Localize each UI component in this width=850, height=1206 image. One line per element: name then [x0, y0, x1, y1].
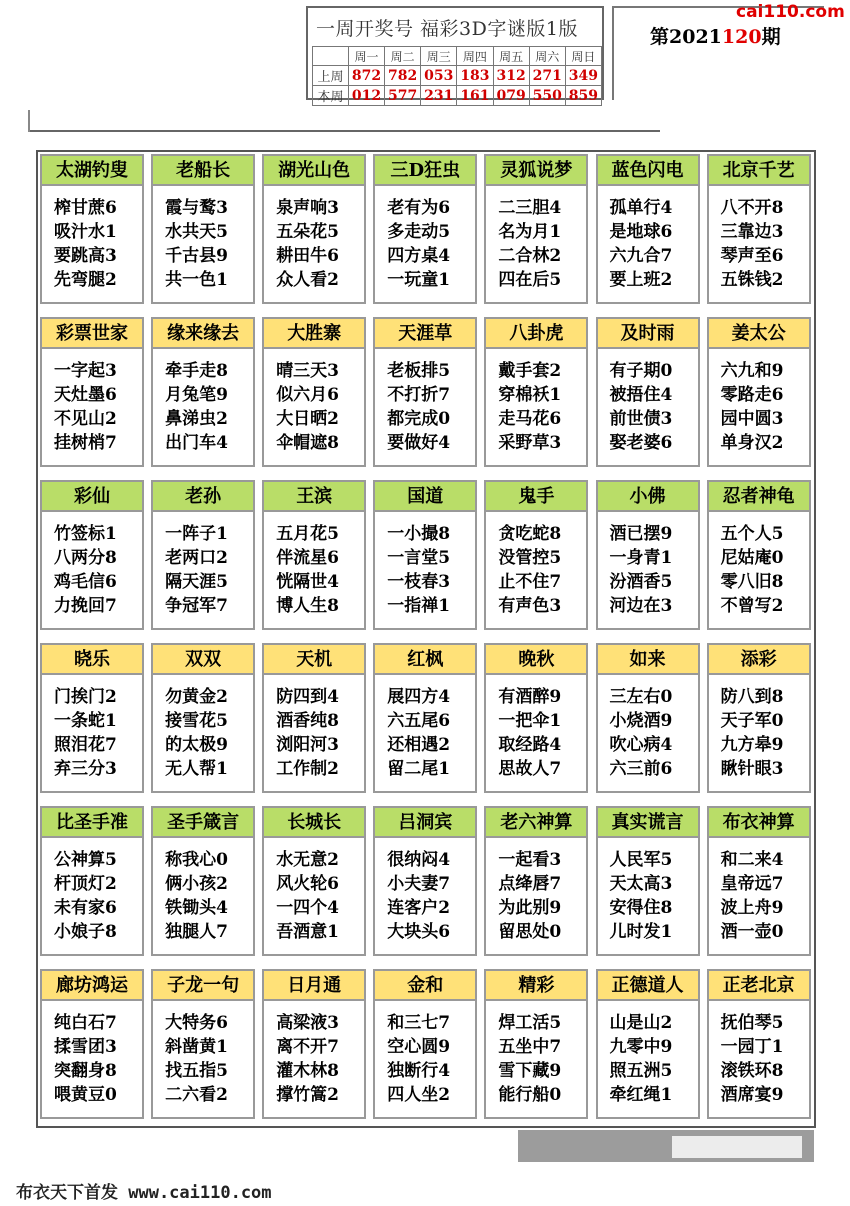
riddle-line: 斜凿黄1 — [165, 1037, 228, 1057]
issue-suffix: 期 — [761, 26, 781, 48]
riddle-line: 榨甘蔗6 — [54, 198, 117, 218]
riddle-line: 老两口2 — [165, 548, 228, 568]
riddle-line: 挂树梢7 — [54, 433, 117, 453]
riddle-line: 二三胆4 — [498, 198, 562, 218]
riddle-line: 留思处0 — [498, 922, 562, 942]
riddle-line: 还相遇2 — [387, 735, 451, 755]
issue-prefix: 第2021 — [650, 26, 722, 48]
riddle-line: 大块头6 — [387, 922, 451, 942]
riddle-line: 河边在3 — [609, 596, 673, 616]
riddle-line: 照五洲5 — [609, 1061, 673, 1081]
riddle-line: 走马花6 — [498, 409, 562, 429]
riddle-line: 大日晒2 — [276, 409, 340, 429]
draw-table — [312, 46, 602, 106]
riddle-line: 门挨门2 — [54, 687, 117, 707]
draw-number: 183 — [457, 66, 493, 86]
cell-title: 日月通 — [264, 971, 364, 1001]
riddle-line: 五个人5 — [720, 524, 784, 544]
cell-title: 老船长 — [153, 156, 253, 186]
riddle-line: 不见山2 — [54, 409, 117, 429]
riddle-line: 八不开8 — [720, 198, 784, 218]
cell-title: 双双 — [153, 645, 253, 675]
riddle-line: 没管控5 — [498, 548, 562, 568]
riddle-line: 多走动5 — [387, 222, 451, 242]
riddle-line: 汾酒香5 — [609, 572, 673, 592]
riddle-line: 小娘子8 — [54, 922, 117, 942]
riddle-line: 伞帽遮8 — [276, 433, 340, 453]
bottom-shade-inner — [672, 1136, 802, 1158]
draw-number: 161 — [457, 86, 493, 106]
riddle-line: 五朵花5 — [276, 222, 340, 242]
riddle-line: 贪吃蛇8 — [498, 524, 562, 544]
riddle-line: 泉声响3 — [276, 198, 340, 218]
riddle-line: 六九合7 — [609, 246, 673, 266]
riddle-cell — [262, 317, 366, 467]
riddle-line: 不打折7 — [387, 385, 451, 405]
riddle-line: 老有为6 — [387, 198, 451, 218]
riddle-line: 穿棉袄1 — [498, 385, 562, 405]
riddle-line: 杆顶灯2 — [54, 874, 117, 894]
riddle-line: 众人看2 — [276, 270, 340, 290]
cell-title: 湖光山色 — [264, 156, 364, 186]
riddle-line: 大特务6 — [165, 1013, 228, 1033]
draw-number: 577 — [385, 86, 421, 106]
riddle-line: 六五尾6 — [387, 711, 451, 731]
riddle-line: 博人生8 — [276, 596, 340, 616]
riddle-cell — [596, 643, 700, 793]
riddle-line: 瞅针眼3 — [720, 759, 784, 779]
riddle-line: 孤单行4 — [609, 198, 673, 218]
riddle-line: 是地球6 — [609, 222, 673, 242]
draw-number: 859 — [565, 86, 601, 106]
riddle-line: 酒香纯8 — [276, 711, 340, 731]
riddle-line: 空心圆9 — [387, 1037, 451, 1057]
draw-number: 550 — [529, 86, 565, 106]
riddle-line: 一指禅1 — [387, 596, 451, 616]
riddle-line: 零八旧8 — [720, 572, 784, 592]
riddle-line: 牵手走8 — [165, 361, 228, 381]
draw-number: 349 — [565, 66, 601, 86]
riddle-cell — [373, 806, 477, 956]
riddle-line: 皇帝远7 — [720, 874, 784, 894]
cell-title: 吕洞宾 — [375, 808, 475, 838]
riddle-line: 一字起3 — [54, 361, 117, 381]
riddle-line: 四人坐2 — [387, 1085, 451, 1105]
riddle-line: 安得住8 — [609, 898, 673, 918]
riddle-line: 要做好4 — [387, 433, 451, 453]
cell-title: 金和 — [375, 971, 475, 1001]
riddle-line: 未有家6 — [54, 898, 117, 918]
riddle-line: 伴流星6 — [276, 548, 340, 568]
riddle-cell — [151, 317, 255, 467]
riddle-line: 小烧酒9 — [609, 711, 673, 731]
riddle-cell — [262, 480, 366, 630]
riddle-line: 离不开7 — [276, 1037, 340, 1057]
riddle-line: 单身汉2 — [720, 433, 784, 453]
riddle-line: 一阵子1 — [165, 524, 228, 544]
riddle-line: 防八到8 — [720, 687, 784, 707]
cell-title: 比圣手准 — [42, 808, 142, 838]
riddle-line: 吸汁水1 — [54, 222, 117, 242]
riddle-line: 耕田牛6 — [276, 246, 340, 266]
riddle-line: 铁锄头4 — [165, 898, 228, 918]
riddle-line: 前世债3 — [609, 409, 673, 429]
cell-title: 及时雨 — [598, 319, 698, 349]
riddle-cell — [40, 806, 144, 956]
riddle-line: 被捂住4 — [609, 385, 673, 405]
cell-title: 长城长 — [264, 808, 364, 838]
riddle-line: 突翻身8 — [54, 1061, 117, 1081]
riddle-line: 吾酒意1 — [276, 922, 340, 942]
cell-title: 子龙一句 — [153, 971, 253, 1001]
riddle-line: 为此别9 — [498, 898, 562, 918]
day-header-row — [313, 47, 602, 66]
riddle-line: 思故人7 — [498, 759, 562, 779]
riddle-line: 雪下藏9 — [498, 1061, 562, 1081]
divider — [28, 110, 40, 132]
row-label: 本周 — [313, 86, 349, 106]
riddle-line: 九零中9 — [609, 1037, 673, 1057]
riddle-cell — [707, 643, 811, 793]
riddle-line: 找五指5 — [165, 1061, 228, 1081]
riddle-line: 独断行4 — [387, 1061, 451, 1081]
riddle-cell — [707, 806, 811, 956]
riddle-line: 照泪花7 — [54, 735, 117, 755]
cell-title: 姜太公 — [709, 319, 809, 349]
riddle-cell — [484, 154, 588, 304]
riddle-line: 喂黄豆0 — [54, 1085, 117, 1105]
riddle-line: 酒席宴9 — [720, 1085, 784, 1105]
issue-number — [650, 22, 781, 49]
riddle-line: 纯白石7 — [54, 1013, 117, 1033]
riddle-line: 一把伞1 — [498, 711, 562, 731]
cell-title: 蓝色闪电 — [598, 156, 698, 186]
riddle-cell — [373, 969, 477, 1119]
cell-title: 圣手箴言 — [153, 808, 253, 838]
riddle-line: 和二来4 — [720, 850, 784, 870]
riddle-line: 酒一壶0 — [720, 922, 784, 942]
riddle-line: 小夫妻7 — [387, 874, 451, 894]
riddle-line: 儿时发1 — [609, 922, 673, 942]
riddle-line: 名为月1 — [498, 222, 562, 242]
cell-title: 老六神算 — [486, 808, 586, 838]
riddle-cell — [151, 154, 255, 304]
riddle-line: 焊工活5 — [498, 1013, 562, 1033]
riddle-line: 水无意2 — [276, 850, 340, 870]
riddle-cell — [373, 317, 477, 467]
riddle-line: 高梁液3 — [276, 1013, 340, 1033]
riddle-line: 隔天涯5 — [165, 572, 228, 592]
day-label: 周三 — [421, 47, 457, 66]
riddle-cell — [151, 806, 255, 956]
riddle-line: 先弯腿2 — [54, 270, 117, 290]
riddle-line: 采野草3 — [498, 433, 562, 453]
riddle-line: 接雪花5 — [165, 711, 228, 731]
riddle-line: 鸡毛信6 — [54, 572, 117, 592]
day-label: 周日 — [565, 47, 601, 66]
cell-title: 老孙 — [153, 482, 253, 512]
riddle-cell — [40, 969, 144, 1119]
cell-title: 鬼手 — [486, 482, 586, 512]
riddle-line: 娶老婆6 — [609, 433, 673, 453]
draw-number: 271 — [529, 66, 565, 86]
riddle-cell — [262, 806, 366, 956]
cell-title: 添彩 — [709, 645, 809, 675]
riddle-line: 波上舟9 — [720, 898, 784, 918]
riddle-line: 晴三天3 — [276, 361, 340, 381]
riddle-cell — [151, 969, 255, 1119]
riddle-line: 勿黄金2 — [165, 687, 228, 707]
riddle-line: 一枝春3 — [387, 572, 451, 592]
cell-title: 廊坊鸿运 — [42, 971, 142, 1001]
riddle-cell — [484, 317, 588, 467]
cell-title: 真实谎言 — [598, 808, 698, 838]
riddle-line: 滚铁环8 — [720, 1061, 784, 1081]
riddle-line: 一园丁1 — [720, 1037, 784, 1057]
cell-title: 忍者神龟 — [709, 482, 809, 512]
riddle-cell — [40, 480, 144, 630]
riddle-line: 取经路4 — [498, 735, 562, 755]
riddle-line: 有酒醉9 — [498, 687, 562, 707]
riddle-line: 要上班2 — [609, 270, 673, 290]
riddle-cell — [596, 806, 700, 956]
riddle-line: 二六看2 — [165, 1085, 228, 1105]
riddle-line: 吹心病4 — [609, 735, 673, 755]
riddle-line: 揉雪团3 — [54, 1037, 117, 1057]
riddle-line: 五铢钱2 — [720, 270, 784, 290]
riddle-cell — [596, 969, 700, 1119]
riddle-cell — [373, 480, 477, 630]
riddle-cell — [596, 154, 700, 304]
cell-title: 国道 — [375, 482, 475, 512]
riddle-line: 天子军0 — [720, 711, 784, 731]
riddle-line: 止不住7 — [498, 572, 562, 592]
cell-title: 天机 — [264, 645, 364, 675]
cell-title: 八卦虎 — [486, 319, 586, 349]
draw-number: 012 — [348, 86, 384, 106]
riddle-line: 天太高3 — [609, 874, 673, 894]
riddle-line: 一条蛇1 — [54, 711, 117, 731]
riddle-line: 一玩童1 — [387, 270, 451, 290]
riddle-line: 独腿人7 — [165, 922, 228, 942]
riddle-line: 共一色1 — [165, 270, 228, 290]
riddle-line: 一起看3 — [498, 850, 562, 870]
riddle-line: 灌木林8 — [276, 1061, 340, 1081]
cell-title: 红枫 — [375, 645, 475, 675]
riddle-line: 弃三分3 — [54, 759, 117, 779]
cell-title: 灵狐说梦 — [486, 156, 586, 186]
riddle-cell — [596, 480, 700, 630]
cell-title: 彩仙 — [42, 482, 142, 512]
riddle-line: 的太极9 — [165, 735, 228, 755]
riddle-line: 要跳高3 — [54, 246, 117, 266]
riddle-line: 二合林2 — [498, 246, 562, 266]
riddle-cell — [484, 806, 588, 956]
riddle-line: 三靠边3 — [720, 222, 784, 242]
riddle-line: 有声色3 — [498, 596, 562, 616]
riddle-line: 出门车4 — [165, 433, 228, 453]
riddle-line: 留二尾1 — [387, 759, 451, 779]
riddle-cell — [151, 643, 255, 793]
riddle-cell — [151, 480, 255, 630]
cell-title: 晚秋 — [486, 645, 586, 675]
riddle-line: 很纳闷4 — [387, 850, 451, 870]
riddle-line: 水共天5 — [165, 222, 228, 242]
riddle-line: 戴手套2 — [498, 361, 562, 381]
blank-area — [660, 102, 820, 142]
riddle-line: 公神算5 — [54, 850, 117, 870]
riddle-line: 一言堂5 — [387, 548, 451, 568]
issue-digits: 120 — [721, 26, 762, 48]
riddle-line: 竹签标1 — [54, 524, 117, 544]
riddle-line: 称我心0 — [165, 850, 228, 870]
day-label: 周五 — [493, 47, 529, 66]
riddle-line: 琴声至6 — [720, 246, 784, 266]
site-watermark: cai110.com — [736, 2, 845, 22]
cell-title: 北京千艺 — [709, 156, 809, 186]
riddle-line: 霞与鹜3 — [165, 198, 228, 218]
riddle-line: 千古县9 — [165, 246, 228, 266]
day-label: 周四 — [457, 47, 493, 66]
riddle-cell — [484, 480, 588, 630]
riddle-line: 九方皋9 — [720, 735, 784, 755]
last-week-row — [313, 66, 602, 86]
riddle-line: 八两分8 — [54, 548, 117, 568]
draw-number: 053 — [421, 66, 457, 86]
riddle-line: 四在后5 — [498, 270, 562, 290]
riddle-line: 点绛唇7 — [498, 874, 562, 894]
riddle-cell — [262, 643, 366, 793]
cell-title: 正德道人 — [598, 971, 698, 1001]
riddle-line: 五坐中7 — [498, 1037, 562, 1057]
row-label: 上周 — [313, 66, 349, 86]
draw-number: 312 — [493, 66, 529, 86]
riddle-line: 抚伯琴5 — [720, 1013, 784, 1033]
riddle-cell — [596, 317, 700, 467]
riddle-line: 能行船0 — [498, 1085, 562, 1105]
riddle-line: 零路走6 — [720, 385, 784, 405]
riddle-line: 一四个4 — [276, 898, 340, 918]
cell-title: 缘来缘去 — [153, 319, 253, 349]
riddle-line: 和三七7 — [387, 1013, 451, 1033]
riddle-line: 六九和9 — [720, 361, 784, 381]
cell-title: 小佛 — [598, 482, 698, 512]
riddle-line: 无人帮1 — [165, 759, 228, 779]
riddle-line: 浏阳河3 — [276, 735, 340, 755]
riddle-line: 一身青1 — [609, 548, 673, 568]
draw-number: 872 — [348, 66, 384, 86]
day-label: 周六 — [529, 47, 565, 66]
riddle-cell — [262, 969, 366, 1119]
footer-credit: 布衣天下首发 www.cai110.com — [16, 1183, 272, 1203]
riddle-cell — [707, 969, 811, 1119]
draw-number: 079 — [493, 86, 529, 106]
riddle-line: 四方桌4 — [387, 246, 451, 266]
cell-title: 三D狂虫 — [375, 156, 475, 186]
riddle-grid — [36, 150, 816, 1128]
riddle-line: 工作制2 — [276, 759, 340, 779]
riddle-line: 鼻涕虫2 — [165, 409, 228, 429]
weekly-draw-panel — [306, 6, 604, 105]
riddle-cell — [707, 154, 811, 304]
cell-title: 如来 — [598, 645, 698, 675]
riddle-line: 三左右0 — [609, 687, 673, 707]
riddle-cell — [484, 643, 588, 793]
riddle-line: 天灶墨6 — [54, 385, 117, 405]
riddle-line: 力挽回7 — [54, 596, 117, 616]
cell-title: 天涯草 — [375, 319, 475, 349]
riddle-line: 五月花5 — [276, 524, 340, 544]
riddle-line: 老板排5 — [387, 361, 451, 381]
riddle-line: 防四到4 — [276, 687, 340, 707]
panel-title: 一周开奖号 福彩3D字谜版1版 — [316, 18, 578, 40]
riddle-line: 都完成0 — [387, 409, 451, 429]
cell-title: 王滨 — [264, 482, 364, 512]
riddle-line: 撑竹篙2 — [276, 1085, 340, 1105]
riddle-cell — [40, 154, 144, 304]
riddle-line: 恍隔世4 — [276, 572, 340, 592]
riddle-line: 争冠军7 — [165, 596, 228, 616]
riddle-line: 酒已摆9 — [609, 524, 673, 544]
riddle-cell — [262, 154, 366, 304]
riddle-line: 尼姑庵0 — [720, 548, 784, 568]
riddle-line: 山是山2 — [609, 1013, 673, 1033]
riddle-cell — [40, 317, 144, 467]
riddle-line: 月兔笔9 — [165, 385, 228, 405]
day-label: 周二 — [385, 47, 421, 66]
riddle-line: 人民军5 — [609, 850, 673, 870]
riddle-line: 风火轮6 — [276, 874, 340, 894]
riddle-line: 一小撮8 — [387, 524, 451, 544]
cell-title: 布衣神算 — [709, 808, 809, 838]
cell-title: 大胜寨 — [264, 319, 364, 349]
riddle-line: 连客户2 — [387, 898, 451, 918]
cell-title: 彩票世家 — [42, 319, 142, 349]
riddle-line: 俩小孩2 — [165, 874, 228, 894]
riddle-line: 牵红绳1 — [609, 1085, 673, 1105]
this-week-row — [313, 86, 602, 106]
cell-title: 正老北京 — [709, 971, 809, 1001]
riddle-cell — [40, 643, 144, 793]
cell-title: 精彩 — [486, 971, 586, 1001]
corner-cell — [313, 47, 349, 66]
riddle-line: 似六月6 — [276, 385, 340, 405]
draw-number: 231 — [421, 86, 457, 106]
riddle-line: 六三前6 — [609, 759, 673, 779]
riddle-cell — [707, 317, 811, 467]
riddle-cell — [707, 480, 811, 630]
riddle-cell — [373, 643, 477, 793]
riddle-line: 有子期0 — [609, 361, 673, 381]
riddle-line: 不曾写2 — [720, 596, 784, 616]
draw-number: 782 — [385, 66, 421, 86]
riddle-cell — [484, 969, 588, 1119]
cell-title: 晓乐 — [42, 645, 142, 675]
riddle-line: 展四方4 — [387, 687, 451, 707]
cell-title: 太湖钓叟 — [42, 156, 142, 186]
riddle-cell — [373, 154, 477, 304]
riddle-line: 园中圆3 — [720, 409, 784, 429]
day-label: 周一 — [348, 47, 384, 66]
